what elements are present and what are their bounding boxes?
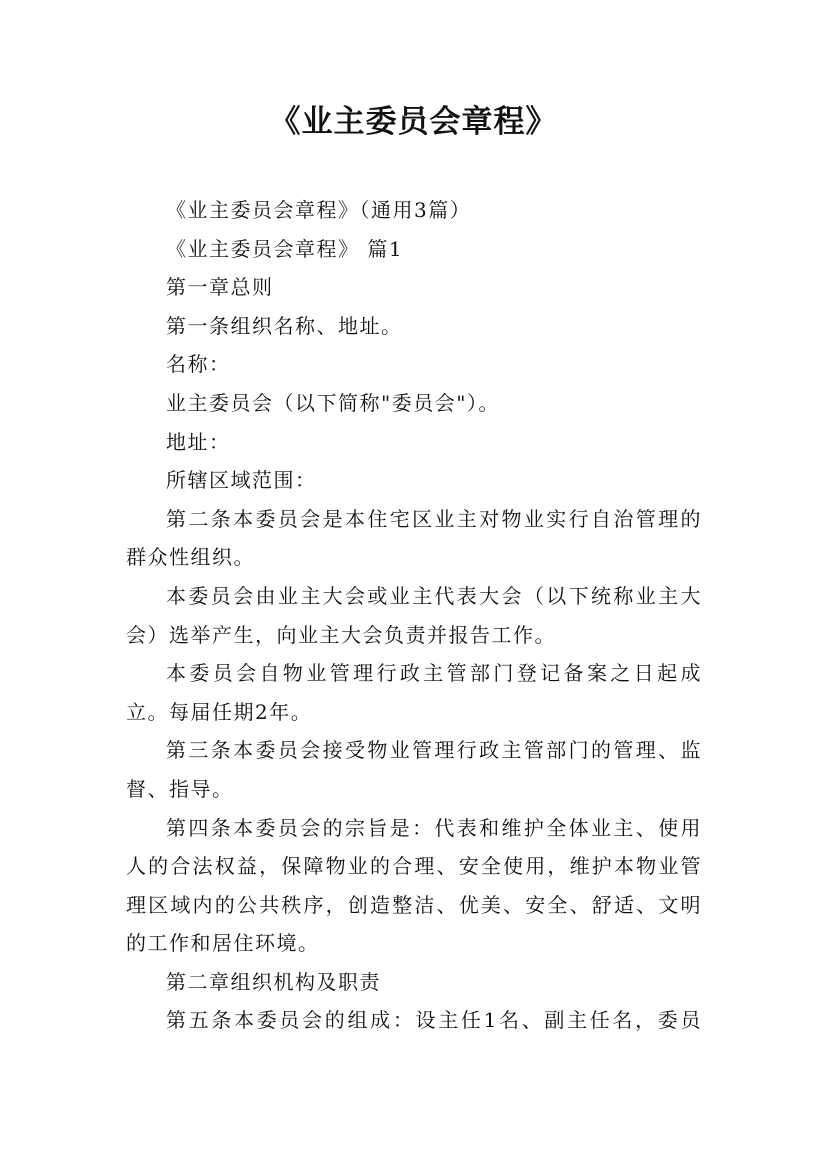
- paragraph-part-heading: 《业主委员会章程》 篇1: [166, 236, 404, 261]
- article-2-paragraph-3: 本委员会自物业管理行政主管部门登记备案之日起成立。每届任期2年。: [126, 661, 702, 724]
- area-label: 所辖区域范围：: [166, 468, 317, 493]
- name-label: 名称：: [166, 352, 231, 377]
- document-title: 《业主委员会章程》: [269, 104, 558, 140]
- article-1: 第一条组织名称、地址。: [166, 313, 403, 338]
- article-4: 第四条本委员会的宗旨是：代表和维护全体业主、使用人的合法权益，保障物业的合理、安全使用，维护本物业管理区域内的公共秩序，创造整洁、优美、安全、舒适、文明的工作和居住环境。: [126, 815, 702, 956]
- paragraph-subtitle: 《业主委员会章程》（通用3篇）: [166, 198, 472, 222]
- chapter-heading-2: 第二章组织机构及职责: [166, 969, 381, 994]
- chapter-heading-1: 第一章总则: [166, 275, 274, 300]
- article-2-paragraph-2: 本委员会由业主大会或业主代表大会（以下统称业主大会）选举产生，向业主大会负责并报告工作。: [126, 583, 702, 647]
- name-value: 业主委员会（以下简称"委员会"）。: [166, 390, 500, 415]
- document-body: [126, 191, 702, 1040]
- article-3: 第三条本委员会接受物业管理行政主管部门的管理、监督、指导。: [126, 738, 702, 801]
- address-label: 地址：: [166, 429, 231, 454]
- article-2: 第二条本委员会是本住宅区业主对物业实行自治管理的群众性组织。: [126, 506, 702, 570]
- article-5: 第五条本委员会的组成：设主任1名、副主任名，委员: [166, 1008, 702, 1033]
